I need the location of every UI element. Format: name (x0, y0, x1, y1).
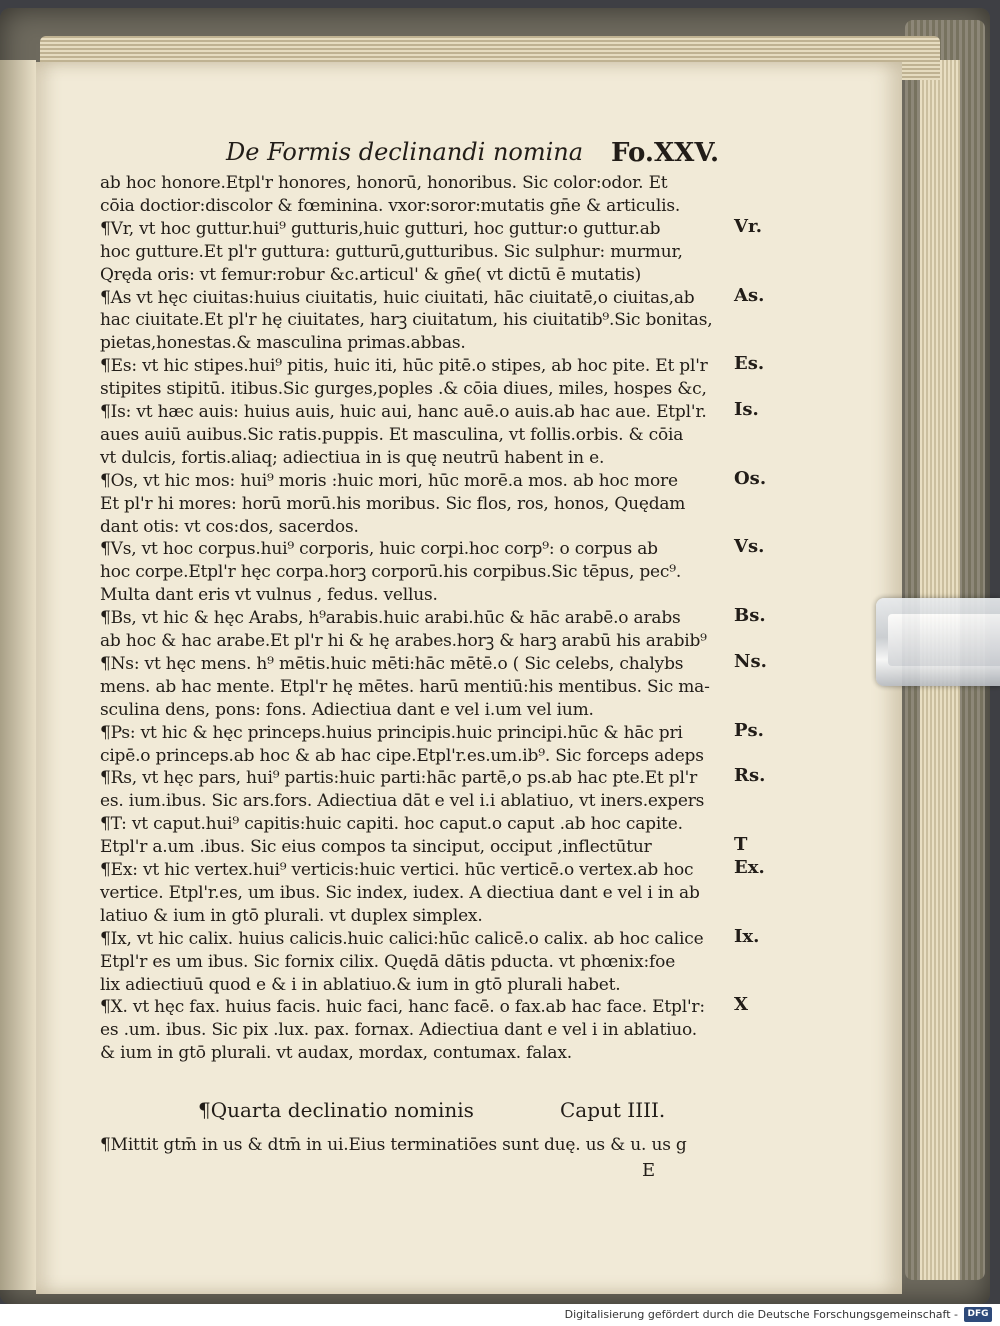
text-line: Qręda oris: vt femur:robur &c.articul' & gn̄e( vt dictū ē mutatis) (100, 264, 642, 285)
text-line: ¶Ps: vt hic & hęc princeps.huius principis.huic principi.hūc & hāc pri (100, 722, 683, 743)
signature-mark: E (642, 1160, 656, 1181)
text-line: ¶Vs, vt hoc corpus.hui⁹ corporis, huic corpi.hoc corp⁹: o corpus ab (100, 539, 658, 560)
text-line: cōia doctior:discolor & fœminina. vxor:soror:mutatis gn̄e & articulis. (100, 195, 681, 216)
text-line: ¶Rs, vt hęc pars, hui⁹ partis:huic parti:hāc partē,o ps.ab hac pte.Et pl'r (100, 768, 698, 789)
left-page-edge (0, 60, 36, 1290)
text-line: ¶T: vt caput.hui⁹ capitis:huic capiti. hoc caput.o caput .ab hoc capite. (100, 814, 683, 835)
text-line: aues auiū auibus.Sic ratis.puppis. Et masculina, vt follis.orbis. & cōia (100, 424, 684, 445)
folio-number: Fo.XXV. (611, 138, 719, 168)
text-line: es .um. ibus. Sic pix .lux. pax. fornax. Adiectiua dant e vel i in ablatiuo. (100, 1020, 697, 1041)
text-line: vt dulcis, fortis.aliaq; adiectiua in is quę neutrū habent in e. (100, 447, 605, 468)
running-title: De Formis declinandi nomina (226, 138, 584, 166)
text-line: es. ium.ibus. Sic ars.fors. Adiectiua dāt e vel i.i ablatiuo, vt iners.expers (100, 791, 705, 812)
text-line: hac ciuitate.Et pl'r hę ciuitates, harꝫ ciuitatum, his ciuitatib⁹.Sic bonitas, (100, 310, 713, 331)
margin-note: Ps. (734, 719, 764, 741)
footer-bar (0, 1304, 1000, 1326)
text-line: Et pl'r hi mores: horū morū.his moribus. Sic flos, ros, honos, Quędam (100, 493, 686, 514)
margin-note: X (734, 994, 748, 1016)
text-line: pietas,honestas.& masculina primas.abbas. (100, 333, 466, 354)
margin-note: As. (734, 284, 765, 306)
text-line: ab hoc honore.Etpl'r honores, honorū, honoribus. Sic color:odor. Et (100, 173, 668, 193)
text-line: Etpl'r es um ibus. Sic fornix cilix. Quędā dātis pducta. vt phœnix:foe (100, 951, 676, 972)
text-line: ¶Vr, vt hoc guttur.hui⁹ gutturis,huic gutturi, hoc guttur:o guttur.ab (100, 218, 661, 239)
margin-note: Es. (734, 353, 765, 375)
text-line: ¶Ns: vt hęc mens. h⁹ mētis.huic mēti:hāc mētē.o ( Sic celebs, chalybs (100, 653, 684, 674)
dfg-logo: DFG (964, 1307, 992, 1322)
margin-note: Ix. (734, 925, 760, 947)
funding-credit: Digitalisierung gefördert durch die Deutsche Forschungsgemeinschaft - (564, 1308, 958, 1321)
text-line: hoc gutture.Et pl'r guttura: gutturū,gutturibus. Sic sulphur: murmur, (100, 241, 683, 262)
page-clamp-inner (888, 614, 1000, 666)
text-line: ab hoc & hac arabe.Et pl'r hi & hę arabes.horꝫ & harꝫ arabū his arabib⁹ (100, 631, 707, 651)
text-line: vertice. Etpl'r.es, um ibus. Sic index, iudex. A diectiua dant e vel i in ab (100, 882, 700, 903)
text-line: ¶Ex: vt hic vertex.hui⁹ verticis:huic vertici. hūc verticē.o vertex.ab hoc (100, 860, 694, 880)
section-title: ¶Quarta declinatio nominis (198, 1098, 474, 1122)
text-line: ¶Is: vt hæc auis: huius auis, huic aui, hanc auē.o auis.ab hac aue. Etpl'r. (100, 402, 707, 422)
margin-note: Os. (734, 467, 767, 489)
text-line: hoc corpe.Etpl'r hęc corpa.horꝫ corporū.his corpibus.Sic tēpus, pec⁹. (100, 562, 682, 583)
text-line: sculina dens, pons: fons. Adiectiua dant e vel i.um vel ium. (100, 699, 594, 720)
section-caput: Caput IIII. (560, 1098, 666, 1122)
last-text-line: ¶Mittit gtm̄ in us & dtm̄ in ui.Eius terminatiōes sunt duę. us & u. us g (100, 1135, 687, 1155)
margin-note: Vr. (734, 215, 763, 237)
margin-note: Vs. (734, 536, 765, 558)
text-line: ¶As vt hęc ciuitas:huius ciuitatis, huic ciuitati, hāc ciuitatē,o ciuitas,ab (100, 287, 695, 308)
text-line: mens. ab hac mente. Etpl'r hę mētes. harū mentiū:his mentibus. Sic ma- (100, 676, 710, 697)
text-line: ¶Bs, vt hic & hęc Arabs, h⁹arabis.huic arabi.hūc & hāc arabē.o arabs (100, 608, 681, 629)
page-clamp (876, 598, 1000, 686)
text-line: ¶X. vt hęc fax. huius facis. huic faci, hanc facē. o fax.ab hac face. Etpl'r: (100, 997, 705, 1018)
margin-note: Is. (734, 399, 759, 420)
text-line: ¶Ix, vt hic calix. huius calicis.huic calici:hūc calicē.o calix. ab hoc calice (100, 928, 704, 949)
margin-note: Bs. (734, 605, 766, 627)
margin-note: Rs. (734, 765, 766, 787)
text-line: Multa dant eris vt vulnus , fedus. vellus. (100, 585, 438, 606)
text-line: dant otis: vt cos:dos, sacerdos. (100, 516, 359, 537)
margin-note: T (734, 834, 748, 856)
text-line: lix adiectiuū quod e & i in ablatiuo.& ium in gtō plurali habet. (100, 974, 621, 995)
text-line: cipē.o princeps.ab hoc & ab hac cipe.Etpl'r.es.um.ib⁹. Sic forceps adeps (100, 745, 704, 766)
margin-note: Ex. (734, 857, 765, 878)
text-line: stipites stipitū. itibus.Sic gurges,poples .& cōia diues, miles, hospes &c, (100, 379, 707, 400)
margin-note: Ns. (734, 650, 767, 672)
text-line: ¶Os, vt hic mos: hui⁹ moris :huic mori, hūc morē.a mos. ab hoc more (100, 470, 678, 491)
text-line: ¶Es: vt hic stipes.hui⁹ pitis, huic iti, hūc pitē.o stipes, ab hoc pite. Et pl'r (100, 356, 708, 377)
text-line: latiuo & ium in gtō plurali. vt duplex simplex. (100, 905, 483, 926)
text-line: Etpl'r a.um .ibus. Sic eius compos ta sinciput, occiput ,inflectūtur (100, 837, 652, 858)
text-line: & ium in gtō plurali. vt audax, mordax, contumax. falax. (100, 1043, 572, 1064)
